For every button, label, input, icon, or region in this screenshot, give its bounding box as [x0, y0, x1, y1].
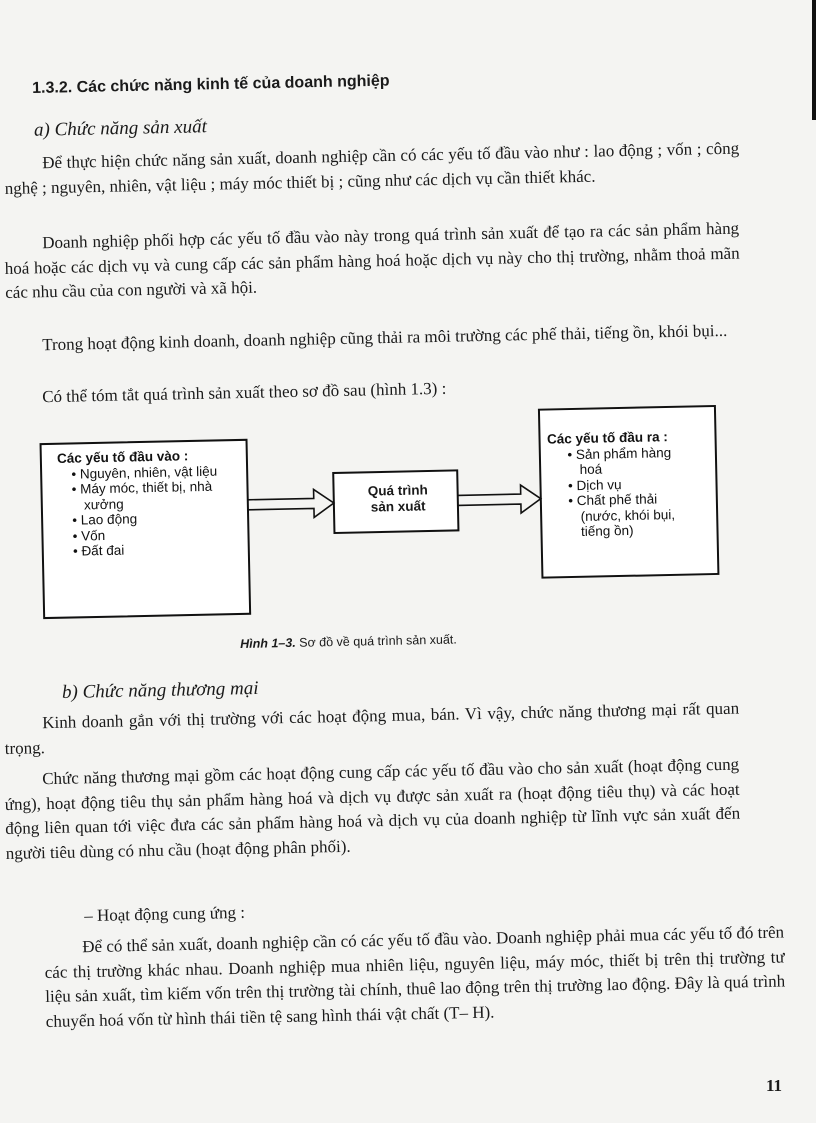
- figure-caption: [240, 632, 457, 651]
- output-item: • Sản phẩm hàng hoá: [567, 444, 693, 478]
- subsection-title-a: a) Chức năng sản xuất: [33, 116, 208, 141]
- paragraph-b1: Kinh doanh gắn với thị trường với các hoạt động mua, bán. Vì vậy, chức năng thương mại rất quan trọng.: [4, 698, 740, 758]
- input-item: • Máy móc, thiết bị, nhà xưởng: [72, 478, 243, 513]
- paragraph-a1: Để thực hiện chức năng sản xuất, doanh nghiệp cần có các yếu tố đầu vào như : lao động ; vốn ; công nghệ ; nguyên, nhiên, vật liệu ; máy móc thiết bị ; cũng như các dịch vụ cần thiết khác.: [4, 138, 740, 198]
- page-edge-shadow: [812, 0, 816, 120]
- paragraph-a4: Có thể tóm tắt quá trình sản xuất theo sơ đồ sau (hình 1.3) :: [42, 378, 447, 407]
- inputs-title: Các yếu tố đầu vào :: [56, 448, 189, 466]
- input-item: • Lao động: [72, 509, 242, 528]
- arrow-right-icon: [248, 489, 335, 519]
- input-item: • Vốn: [73, 525, 243, 544]
- process-label-line2: sản xuất: [370, 498, 426, 515]
- subsection-title-b: b) Chức năng thương mại: [61, 677, 259, 704]
- paragraph-a3: Trong hoạt động kinh doanh, doanh nghiệp cũng thải ra môi trường các phế thải, tiếng ồn, khói bụi...: [42, 320, 728, 355]
- process-label-line1: Quá trình: [367, 482, 428, 499]
- paragraph-a2: Doanh nghiệp phối hợp các yếu tố đầu vào này trong quá trình sản xuất để tạo ra các sản phẩm hàng hoá hoặc các dịch vụ và cung cấp các sản phẩm hàng hoá hoặc dịch vụ này cho thị trường, nhằm thoả mãn các nhu cầu của con người và xã hội.: [4, 218, 740, 302]
- paragraph-b3: – Hoạt động cung ứng :: [84, 902, 246, 926]
- outputs-title: Các yếu tố đầu ra :: [546, 429, 668, 447]
- page-number: 11: [765, 1076, 782, 1095]
- paragraph-b2: Chức năng thương mại gồm các hoạt động cung cấp các yếu tố đầu vào cho sản xuất (hoạt động cung ứng), hoạt động tiêu thụ sản phẩm hàng hoá và dịch vụ được sản xuất ra (hoạt động tiêu thụ) và các hoạt động liên quan tới việc đưa các sản phẩm hàng hoá và dịch vụ của doanh nghiệp từ lĩnh vực sản xuất đến người tiêu dùng có nhu cầu (hoạt động phân phối).: [4, 754, 741, 863]
- section-heading: 1.3.2. Các chức năng kinh tế của doanh nghiệp: [32, 72, 390, 97]
- process-label: [338, 482, 459, 517]
- input-item: • Đất đai: [73, 540, 243, 559]
- outputs-box-content: [547, 428, 709, 540]
- output-item: • Chất phế thải (nước, khói bụi, tiếng ồn): [568, 491, 694, 540]
- figure-label: Hình 1–3.: [240, 635, 296, 651]
- paragraph-b4: Để có thể sản xuất, doanh nghiệp cần có các yếu tố đầu vào. Doanh nghiệp phải mua các yếu tố đó trên các thị trường khác nhau. Doanh nghiệp mua nhiên liệu, nguyên liệu, máy móc, thiết bị trên thị trường tư liệu sản xuất, tìm kiếm vốn trên thị trường tài chính, thuê lao động trên thị trường lao động. Đây là quá trình chuyển hoá vốn từ hình thái tiền tệ sang hình thái vật chất (T– H).: [44, 922, 786, 1031]
- inputs-box-content: [57, 447, 249, 559]
- input-item: • Nguyên, nhiên, vật liệu: [71, 463, 241, 482]
- arrow-right-icon: [458, 485, 542, 515]
- output-item: • Dịch vụ: [568, 475, 693, 493]
- figure-caption-text: Sơ đồ về quá trình sản xuất.: [299, 632, 457, 650]
